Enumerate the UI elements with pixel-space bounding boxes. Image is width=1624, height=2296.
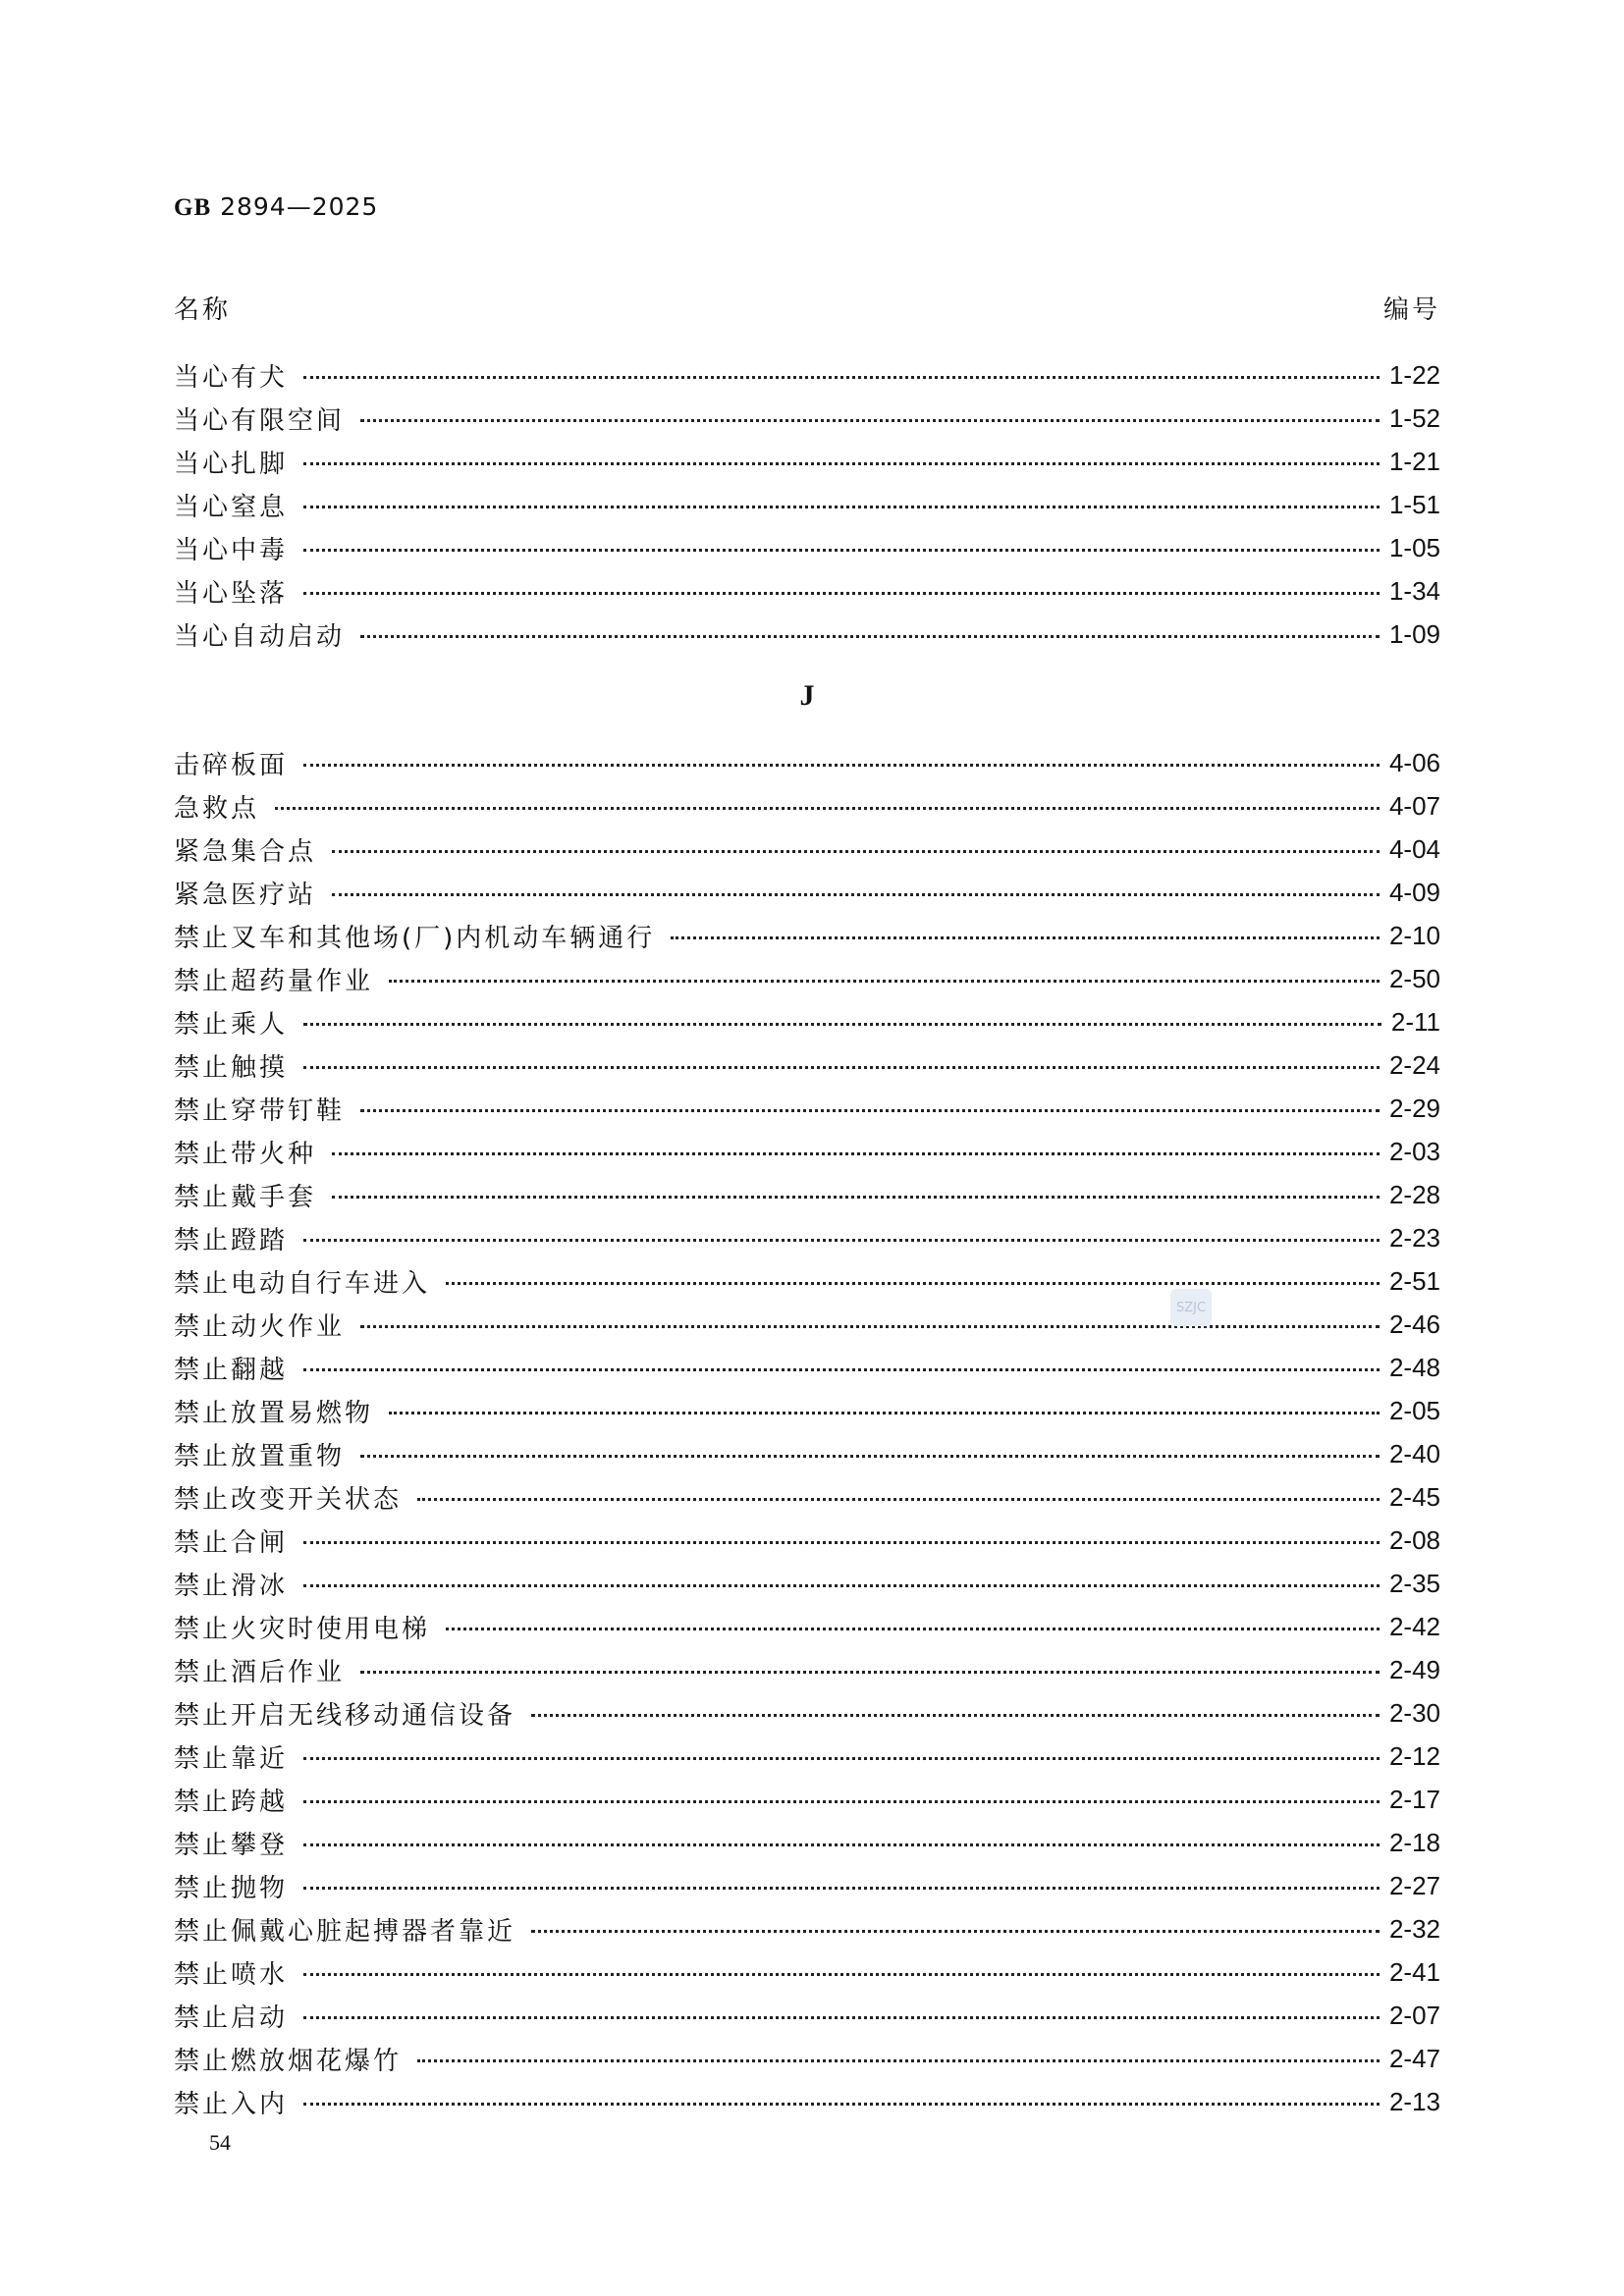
entry-name: 禁止蹬踏 (174, 1225, 289, 1255)
dot-leader (332, 1152, 1380, 1155)
entry-name: 禁止放置重物 (174, 1441, 346, 1471)
index-entry (174, 1130, 1440, 1173)
dot-leader (531, 1930, 1380, 1933)
index-entry (174, 1907, 1440, 1950)
dot-leader (446, 1628, 1380, 1630)
index-entry (174, 1735, 1440, 1778)
entry-name: 禁止超药量作业 (174, 966, 374, 996)
watermark-text: SZJC (1175, 1300, 1207, 1315)
index-entry (174, 1605, 1440, 1648)
index-entry (174, 613, 1440, 656)
entry-code: 2-24 (1388, 1049, 1440, 1080)
entry-code: 4-04 (1388, 833, 1440, 864)
entry-name: 紧急集合点 (174, 836, 317, 867)
entry-code: 1-34 (1388, 575, 1440, 606)
entry-code: 2-46 (1388, 1308, 1440, 1339)
index-entry (174, 1389, 1440, 1432)
index-entry (174, 397, 1440, 440)
column-name-label: 名称 (174, 295, 232, 325)
index-entry (174, 1259, 1440, 1303)
entry-name: 当心自动启动 (174, 621, 346, 652)
entry-code: 2-35 (1388, 1568, 1440, 1598)
index-entry (174, 1432, 1440, 1475)
entry-name: 当心有限空间 (174, 405, 346, 436)
column-header (174, 290, 1440, 323)
dot-leader (303, 1541, 1380, 1544)
dot-leader (360, 635, 1380, 638)
index-group-j (174, 741, 1440, 2123)
index-entry (174, 2037, 1440, 2080)
entry-code: 2-27 (1388, 1870, 1440, 1900)
index-entry (174, 1346, 1440, 1389)
entry-name: 禁止动火作业 (174, 1311, 346, 1342)
dot-leader (360, 1109, 1380, 1112)
entry-code: 2-13 (1388, 2086, 1440, 2116)
entry-code: 2-03 (1388, 1136, 1440, 1166)
dot-leader (531, 1714, 1380, 1717)
dot-leader (303, 1066, 1380, 1069)
dot-leader (303, 1973, 1380, 1976)
index-entry (174, 1475, 1440, 1519)
watermark-logo (1170, 1289, 1212, 1326)
entry-name: 禁止戴手套 (174, 1182, 317, 1212)
dot-leader (332, 850, 1380, 853)
entry-name: 禁止穿带钉鞋 (174, 1095, 346, 1126)
entry-code: 2-42 (1388, 1611, 1440, 1641)
dot-leader (303, 549, 1380, 552)
index-entry (174, 483, 1440, 526)
entry-name: 禁止开启无线移动通信设备 (174, 1700, 516, 1731)
index-entry (174, 1216, 1440, 1259)
entry-code: 2-30 (1388, 1697, 1440, 1728)
entry-name: 禁止抛物 (174, 1873, 289, 1903)
index-entry (174, 353, 1440, 397)
index-entry (174, 526, 1440, 569)
entry-name: 禁止启动 (174, 2002, 289, 2033)
standard-number: 2894—2025 (220, 192, 379, 221)
entry-name: 禁止放置易燃物 (174, 1398, 374, 1428)
entry-code: 2-51 (1388, 1265, 1440, 1296)
index-entry (174, 1778, 1440, 1821)
dot-leader (389, 980, 1380, 983)
dot-leader (303, 592, 1380, 595)
dot-leader (303, 1800, 1380, 1803)
index-entry (174, 1043, 1440, 1087)
entry-name: 禁止触摸 (174, 1052, 289, 1083)
entry-code: 2-49 (1388, 1654, 1440, 1684)
standard-code (174, 192, 378, 222)
entry-code: 2-50 (1388, 963, 1440, 993)
entry-name: 禁止靠近 (174, 1743, 289, 1774)
entry-name: 急救点 (174, 793, 260, 824)
entry-name: 禁止攀登 (174, 1830, 289, 1860)
index-entry (174, 1087, 1440, 1130)
index-entry (174, 1821, 1440, 1864)
index-entry (174, 1864, 1440, 1907)
dot-leader (303, 1757, 1380, 1760)
entry-code: 2-48 (1388, 1352, 1440, 1382)
entry-code: 2-07 (1388, 2000, 1440, 2030)
dot-leader (303, 1887, 1380, 1890)
entry-code: 1-22 (1388, 359, 1440, 390)
index-entry (174, 784, 1440, 828)
entry-code: 2-12 (1388, 1740, 1440, 1771)
dot-leader (303, 1023, 1381, 1026)
entry-code: 2-11 (1390, 1006, 1440, 1037)
dot-leader (303, 376, 1380, 379)
index-entry (174, 1519, 1440, 1562)
dot-leader (417, 1498, 1380, 1501)
entry-name: 禁止火灾时使用电梯 (174, 1614, 431, 1644)
index-entry (174, 1648, 1440, 1691)
entry-name: 禁止电动自行车进入 (174, 1268, 431, 1299)
index-entry (174, 957, 1440, 1000)
index-entry (174, 1950, 1440, 1994)
dot-leader (303, 2016, 1380, 2019)
dot-leader (303, 462, 1380, 465)
entry-name: 当心有犬 (174, 362, 289, 393)
entry-code: 1-52 (1388, 402, 1440, 433)
dot-leader (303, 1843, 1380, 1846)
entry-name: 禁止酒后作业 (174, 1657, 346, 1687)
dot-leader (360, 1455, 1380, 1458)
entry-name: 当心扎脚 (174, 449, 289, 479)
index-entry (174, 1994, 1440, 2037)
section-letter: J (799, 679, 815, 712)
dot-leader (275, 807, 1380, 810)
index-entry (174, 1300, 1440, 1346)
entry-code: 2-40 (1388, 1438, 1440, 1468)
entry-code: 2-05 (1388, 1395, 1440, 1425)
entry-code: 2-10 (1388, 920, 1440, 950)
entry-name: 禁止叉车和其他场(厂)内机动车辆通行 (174, 923, 656, 953)
standard-prefix: GB (174, 194, 212, 221)
entry-code: 1-05 (1388, 532, 1440, 562)
dot-leader (671, 936, 1380, 939)
index-entry (174, 741, 1440, 784)
dot-leader (332, 893, 1380, 896)
index-entry (174, 569, 1440, 613)
entry-name: 禁止带火种 (174, 1139, 317, 1169)
index-entry (174, 1000, 1440, 1043)
dot-leader (303, 2103, 1380, 2106)
dot-leader (303, 1239, 1380, 1242)
dot-leader (360, 419, 1380, 422)
dot-leader (332, 1196, 1380, 1199)
page-number: 54 (209, 2130, 231, 2155)
entry-code: 4-06 (1388, 747, 1440, 777)
dot-leader (303, 1584, 1380, 1587)
entry-code: 1-09 (1388, 618, 1440, 649)
entry-name: 当心中毒 (174, 535, 289, 565)
entry-code: 2-23 (1388, 1222, 1440, 1253)
entry-code: 1-21 (1388, 446, 1440, 476)
entry-code: 2-47 (1388, 2043, 1440, 2073)
entry-name: 禁止滑冰 (174, 1571, 289, 1601)
entry-code: 2-32 (1388, 1913, 1440, 1944)
dot-leader (446, 1282, 1380, 1285)
dot-leader (417, 2059, 1380, 2062)
dot-leader (303, 506, 1380, 508)
entry-name: 禁止改变开关状态 (174, 1484, 403, 1515)
index-entry (174, 1173, 1440, 1216)
entry-code: 2-17 (1388, 1784, 1440, 1814)
index-entry (174, 440, 1440, 483)
entry-name: 禁止合闸 (174, 1527, 289, 1558)
index-entry (174, 828, 1440, 871)
index-entry (174, 914, 1440, 957)
entry-code: 2-08 (1388, 1524, 1440, 1555)
entry-code: 4-07 (1388, 790, 1440, 821)
dot-leader (360, 1671, 1380, 1674)
entry-code: 2-28 (1388, 1179, 1440, 1209)
entry-name: 禁止喷水 (174, 1959, 289, 1990)
entry-name: 禁止佩戴心脏起搏器者靠近 (174, 1916, 516, 1947)
entry-code: 2-41 (1388, 1956, 1440, 1987)
entry-name: 紧急医疗站 (174, 880, 317, 910)
entry-name: 当心窒息 (174, 492, 289, 522)
dot-leader (303, 764, 1380, 767)
index-entry (174, 1562, 1440, 1605)
entry-name: 禁止翻越 (174, 1355, 289, 1385)
entry-name: 禁止跨越 (174, 1787, 289, 1817)
entry-name: 当心坠落 (174, 578, 289, 609)
dot-leader (303, 1368, 1380, 1371)
index-entry (174, 1691, 1440, 1735)
entry-name: 禁止燃放烟花爆竹 (174, 2046, 403, 2076)
index-entry (174, 871, 1440, 914)
entry-code: 1-51 (1388, 489, 1440, 519)
index-entry (174, 2080, 1440, 2123)
entry-name: 击碎板面 (174, 750, 289, 780)
dot-leader (389, 1412, 1380, 1415)
entry-code: 2-29 (1388, 1093, 1440, 1123)
dot-leader (360, 1325, 1380, 1328)
entry-code: 2-18 (1388, 1827, 1440, 1857)
entry-code: 4-09 (1388, 877, 1440, 907)
entry-code: 2-45 (1388, 1481, 1440, 1512)
entry-name: 禁止入内 (174, 2089, 289, 2119)
index-group-d (174, 353, 1440, 656)
column-code-label: 编号 (1382, 295, 1440, 325)
entry-name: 禁止乘人 (174, 1009, 289, 1040)
